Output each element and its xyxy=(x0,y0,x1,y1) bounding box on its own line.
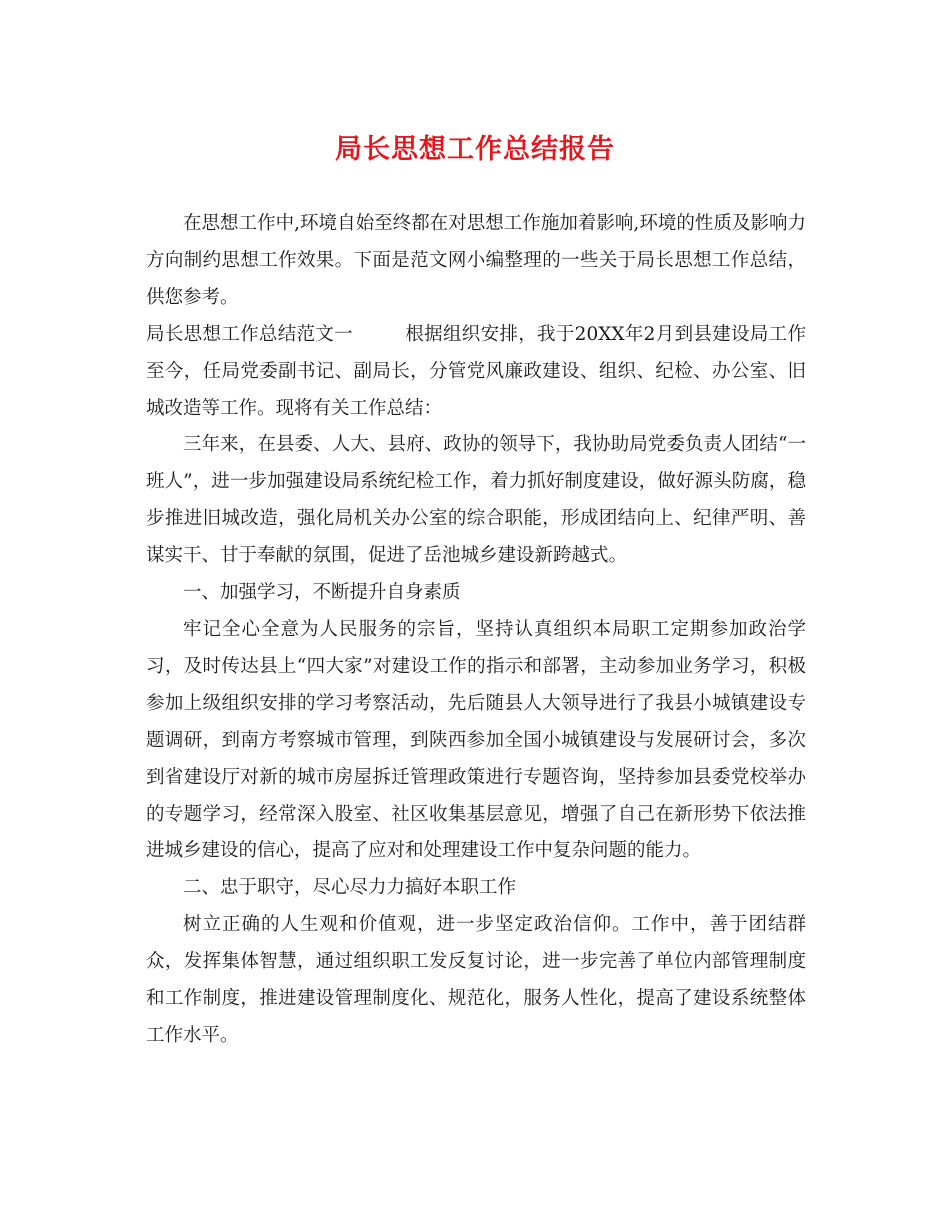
document-body xyxy=(146,206,806,1055)
sample-heading: 局长思想工作总结范文一 xyxy=(146,323,353,345)
sample-lead-text: 根据组织安排，我于20XX年2月到县建设局工作至今，任局党委副书记、副局长，分管党风廉政建设、组织、纪检、办公室、旧城改造等工作。现将有关工作总结： xyxy=(146,323,806,419)
section-1-heading: 一、加强学习，不断提升自身素质 xyxy=(183,582,461,604)
intro-paragraph: 在思想工作中,环境自始至终都在对思想工作施加着影响,环境的性质及影响力方向制约思想工作效果。下面是范文网小编整理的一些关于局长思想工作总结，供您参考。 xyxy=(146,213,806,308)
sample-paragraph xyxy=(146,317,806,428)
section-2-body: 树立正确的人生观和价值观，进一步坚定政治信仰。工作中，善于团结群众，发挥集体智慧，通过组织职工发反复讨论，进一步完善了单位内部管理制度和工作制度，推进建设管理制度化、规范化，服务人性化，提高了建设系统整体工作水平。 xyxy=(146,914,806,1046)
document-title: 局长思想工作总结报告 xyxy=(335,134,615,165)
three-years-paragraph: 三年来，在县委、人大、县府、政协的领导下，我协助局党委负责人团结“一班人”，进一步加强建设局系统纪检工作，着力抓好制度建设，做好源头防腐，稳步推进旧城改造，强化局机关办公室的综合职能，形成团结向上、纪律严明、善谋实干、甘于奉献的氛围，促进了岳池城乡建设新跨越式。 xyxy=(146,434,806,567)
section-2-heading: 二、忠于职守，尽心尽力力搞好本职工作 xyxy=(183,877,517,899)
section-1-body: 牢记全心全意为人民服务的宗旨，坚持认真组织本局职工定期参加政治学习，及时传达县上“四大家”对建设工作的指示和部署，主动参加业务学习，积极参加上级组织安排的学习考察活动，先后随县人大领导进行了我县小城镇建设专题调研，到南方考察城市管理，到陕西参加全国小城镇建设与发展研讨会，多次到省建设厅对新的城市房屋拆迁管理政策进行专题咨询，坚持参加县委党校举办的专题学习，经常深入股室、社区收集基层意见，增强了自己在新形势下依法推进城乡建设的信心，提高了应对和处理建设工作中复杂问题的能力。 xyxy=(146,618,806,862)
